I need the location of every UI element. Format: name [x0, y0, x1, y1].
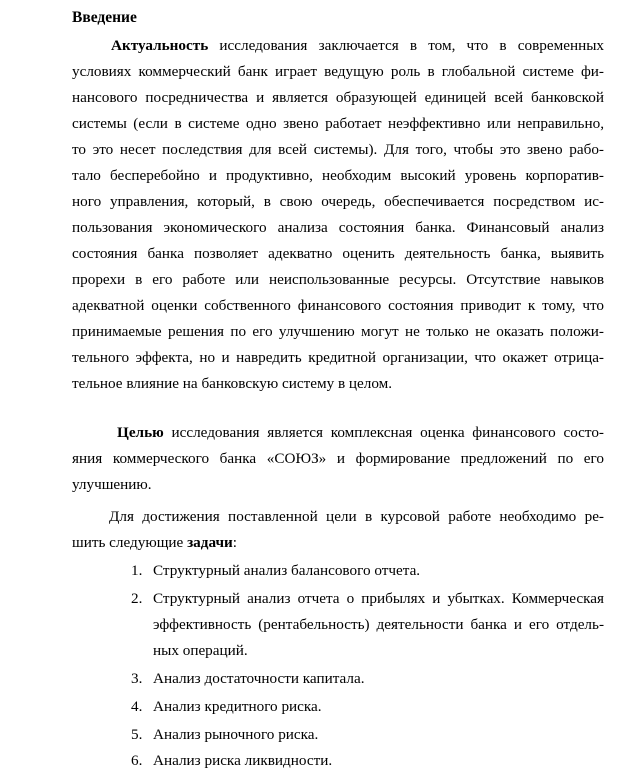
section-heading: Введение	[72, 9, 137, 26]
list-item	[131, 558, 420, 584]
list-item-number: 2.	[131, 590, 143, 607]
paragraph-relevance-line: нансового посредничества и является образующей единицей всей банковской	[72, 89, 604, 106]
list-item-number: 5.	[131, 726, 143, 743]
paragraph-relevance-line: тельное влияние на банковскую систему в целом.	[72, 375, 393, 392]
paragraph-relevance-line: состояния банка позволяет адекватно оценить деятельность банка, выявить	[72, 245, 604, 262]
list-item	[131, 748, 332, 774]
paragraph-relevance-line: тельного эффекта, но и навредить кредитной организации, что окажет отрица-	[72, 349, 604, 366]
list-item	[131, 586, 153, 612]
paragraph-relevance-line: системы (если в системе одно звено работает неэффективно или неправильно,	[72, 115, 604, 132]
paragraph-relevance-line: то это несет последствия для всей системы). Для того, чтобы это звено рабо-	[72, 141, 604, 158]
list-item-text: эффективность (рентабельность) деятельности банка и его отдель-	[153, 616, 604, 633]
paragraph-relevance-line: принимаемые решения по его улучшению могут не только не оказать положи-	[72, 323, 604, 340]
paragraph-relevance-line: адекватной оценки собственного финансового состояния приводит к тому, что	[72, 297, 604, 314]
list-item-number: 3.	[131, 670, 143, 687]
list-item-text: Структурный анализ балансового отчета.	[153, 562, 421, 579]
list-item-text: Структурный анализ отчета о прибылях и убытках. Коммерческая	[153, 590, 604, 607]
paragraph-relevance-line: пользования экономического анализа состояния банка. Финансовый анализ	[72, 219, 604, 236]
list-item-text: Анализ риска ликвидности.	[153, 752, 333, 769]
paragraph-relevance-line: прорехи в его работе или неиспользованные ресурсы. Отсутствие навыков	[72, 271, 604, 288]
paragraph-relevance-line: условиях коммерческий банк играет ведущую роль в глобальной системе фи-	[72, 63, 604, 80]
list-item-text: ных операций.	[153, 642, 248, 659]
list-item-text: Анализ кредитного риска.	[153, 698, 322, 715]
list-item	[131, 666, 365, 692]
tasks-keyword: задачи	[187, 534, 233, 551]
paragraph-relevance-line: Актуальность исследования заключается в том, что в современных	[111, 37, 604, 54]
list-item-number: 4.	[131, 698, 143, 715]
paragraph-tasks-intro-line: шить следующие задачи:	[72, 534, 237, 551]
list-item	[131, 694, 322, 720]
list-item-text: Анализ достаточности капитала.	[153, 670, 365, 687]
relevance-lead: Актуальность	[111, 37, 209, 54]
paragraph-relevance-line: ного управления, который, в свою очередь, обеспечивается посредством ис-	[72, 193, 604, 210]
paragraph-goal-line: Целью исследования является комплексная оценка финансового состо-	[117, 424, 604, 441]
paragraph-tasks-intro-line: Для достижения поставленной цели в курсовой работе необходимо ре-	[109, 508, 604, 525]
paragraph-goal-line: улучшению.	[72, 476, 152, 493]
list-item-text: Анализ рыночного риска.	[153, 726, 319, 743]
paragraph-goal-line: яния коммерческого банка «СОЮЗ» и формирование предложений по его	[72, 450, 604, 467]
goal-lead: Целью	[117, 424, 164, 441]
paragraph-relevance-line: тало бесперебойно и продуктивно, необходим высокий уровень корпоратив-	[72, 167, 604, 184]
list-item-number: 1.	[131, 562, 143, 579]
list-item-number: 6.	[131, 752, 143, 769]
list-item	[131, 722, 318, 748]
